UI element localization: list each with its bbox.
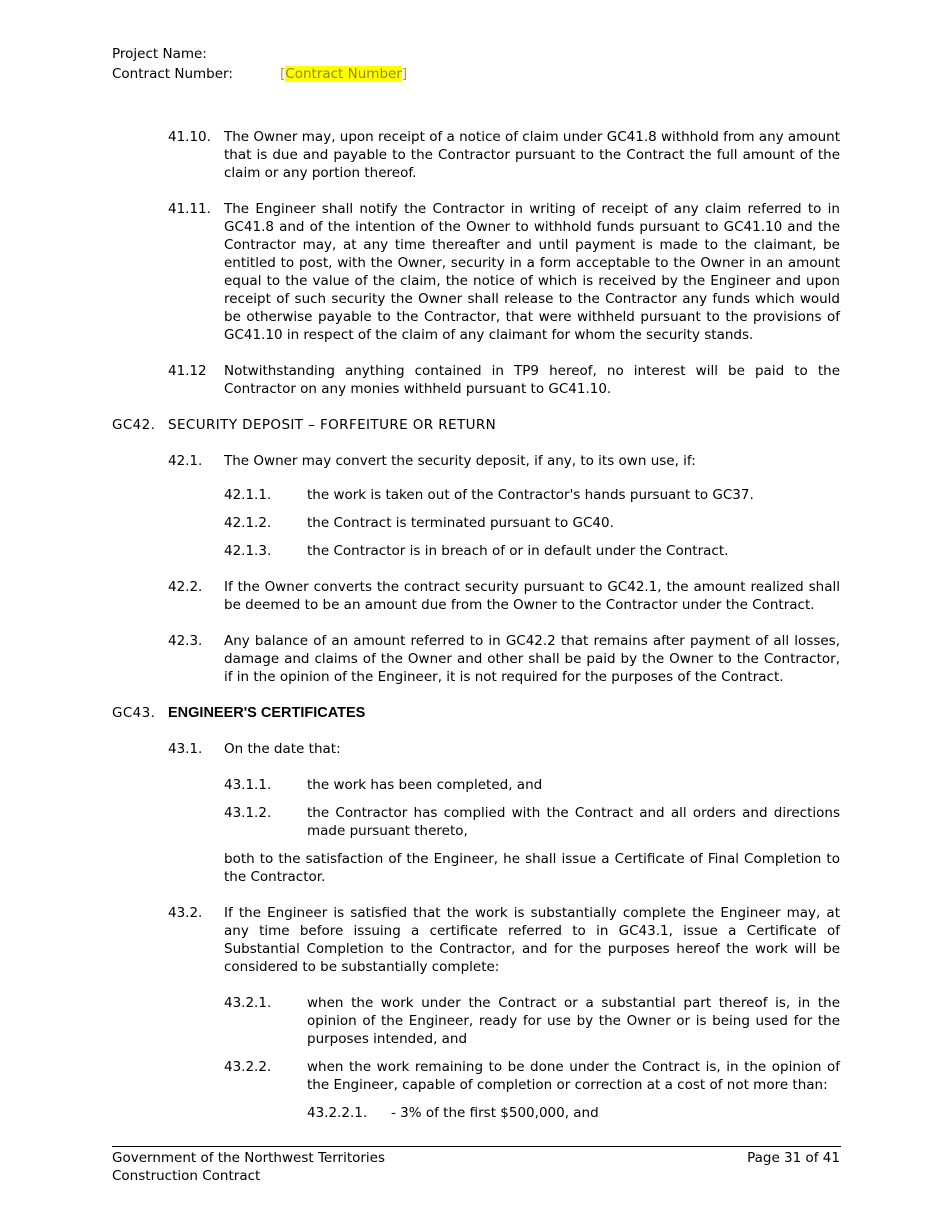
clause-text: Any balance of an amount referred to in GC42.2 that remains after payment of all losses, damage and claims of the Owner and other shall be paid by the Owner to the Contractor, if in the opinion of the Engineer, it is not required for the purposes of the Contract. (224, 633, 840, 685)
clause-41-12 (112, 362, 840, 398)
clause-text: If the Owner converts the contract security pursuant to GC42.1, the amount realized shall be deemed to be an amount due from the Owner to the Contractor under the Contract. (224, 579, 840, 613)
page-number: Page 31 of 41 (747, 1150, 840, 1166)
clause-number: 43.2. (168, 905, 203, 921)
clause-number: 41.11. (168, 201, 211, 217)
contract-number-label: Contract Number: (112, 66, 233, 82)
section-heading-gc43 (112, 704, 840, 722)
footer-divider (112, 1146, 841, 1147)
subclause-text: the work has been completed, and (307, 777, 543, 793)
subclause-number: 43.1.1. (224, 777, 272, 793)
clause-43-1 (112, 740, 840, 758)
subclause-42-1-1 (112, 486, 840, 504)
clause-43-1-continuation: both to the satisfaction of the Engineer, he shall issue a Certificate of Final Completion to the Contractor. (224, 851, 840, 885)
clause-text: Notwithstanding anything contained in TP9 hereof, no interest will be paid to the Contractor on any monies withheld pursuant to GC41.10. (224, 363, 840, 397)
clause-text: The Owner may convert the security deposit, if any, to its own use, if: (224, 453, 696, 469)
clause-text: On the date that: (224, 741, 341, 757)
subclause-43-2-1 (112, 994, 840, 1048)
clause-number: 41.10. (168, 129, 211, 145)
footer-organization: Government of the Northwest Territories (112, 1150, 386, 1166)
clause-42-1 (112, 452, 840, 470)
contract-bracket-open: [ (280, 66, 286, 82)
subclause-number: 43.1.2. (224, 805, 272, 821)
clause-41-11 (112, 200, 840, 344)
subclause-number: 43.2.1. (224, 995, 272, 1011)
subclause-number: 42.1.1. (224, 487, 272, 503)
subclause-text: the Contract is terminated pursuant to GC40. (307, 515, 614, 531)
subclause-text: the Contractor has complied with the Contract and all orders and directions made pursuant thereto, (307, 805, 840, 839)
header-contract (112, 64, 407, 84)
header-project (112, 44, 280, 64)
document-body (112, 128, 840, 1132)
clause-number: 41.12 (168, 363, 207, 379)
subclause-number: 42.1.3. (224, 543, 272, 559)
subclause-text: when the work remaining to be done under the Contract is, in the opinion of the Engineer, capable of completion or correction at a cost of not more than: (307, 1059, 840, 1093)
clause-number: 42.1. (168, 453, 203, 469)
clause-text: The Owner may, upon receipt of a notice of claim under GC41.8 withhold from any amount that is due and payable to the Contractor pursuant to the Contract the full amount of the claim or any portion thereof. (224, 129, 840, 181)
contract-number-field[interactable]: Contract Number (285, 66, 402, 82)
clause-42-3 (112, 632, 840, 686)
subclause-43-2-2 (112, 1058, 840, 1094)
section-number: GC42. (112, 417, 156, 433)
project-name-label: Project Name: (112, 46, 207, 62)
clause-number: 43.1. (168, 741, 203, 757)
subclause-number: 43.2.2.1. (307, 1105, 368, 1121)
subclause-43-1-2 (112, 804, 840, 840)
subclause-43-1-1 (112, 776, 840, 794)
clause-number: 42.2. (168, 579, 203, 595)
clause-text: If the Engineer is satisfied that the work is substantially complete the Engineer may, at any time before issuing a certificate referred to in GC43.1, issue a Certificate of Substantial Completion to the Contractor, and for the purposes hereof the work will be considered to be substantially complete: (224, 905, 840, 975)
subclause-text: the Contractor is in breach of or in default under the Contract. (307, 543, 729, 559)
subclause-text: the work is taken out of the Contractor's hands pursuant to GC37. (307, 487, 754, 503)
subclause-number: 42.1.2. (224, 515, 272, 531)
clause-text: The Engineer shall notify the Contractor in writing of receipt of any claim referred to in GC41.8 and of the intention of the Owner to withhold funds pursuant to GC41.10 and the Contractor may, at any time thereafter and until payment is made to the claimant, be entitled to post, with the Owner, security in a form acceptable to the Owner in an amount equal to the value of the claim, the notice of which is received by the Engineer and upon receipt of such security the Owner shall release to the Contractor any funds which would be otherwise payable to the Contractor, that were withheld pursuant to the provisions of GC41.10 in respect of the claim of any claimant for whom the security stands. (224, 201, 840, 343)
subclause-42-1-2 (112, 514, 840, 532)
footer-document-name: Construction Contract (112, 1168, 261, 1184)
contract-bracket-close: ] (401, 66, 408, 82)
subclause-42-1-3 (112, 542, 840, 560)
subclause-text: when the work under the Contract or a substantial part thereof is, in the opinion of the Engineer, ready for use by the Owner or is being used for the purposes intended, and (307, 995, 840, 1047)
clause-42-2 (112, 578, 840, 614)
subclause-number: 43.2.2. (224, 1059, 272, 1075)
page-footer (112, 1149, 840, 1185)
clause-41-10 (112, 128, 840, 182)
section-number: GC43. (112, 705, 156, 721)
subclause-43-2-2-1 (112, 1104, 840, 1122)
clause-number: 42.3. (168, 633, 203, 649)
clause-43-2 (112, 904, 840, 976)
subclause-text: - 3% of the first $500,000, and (391, 1105, 599, 1121)
section-title: SECURITY DEPOSIT – FORFEITURE OR RETURN (168, 417, 497, 433)
section-heading-gc42 (112, 416, 840, 434)
section-title: ENGINEER'S CERTIFICATES (168, 705, 366, 721)
